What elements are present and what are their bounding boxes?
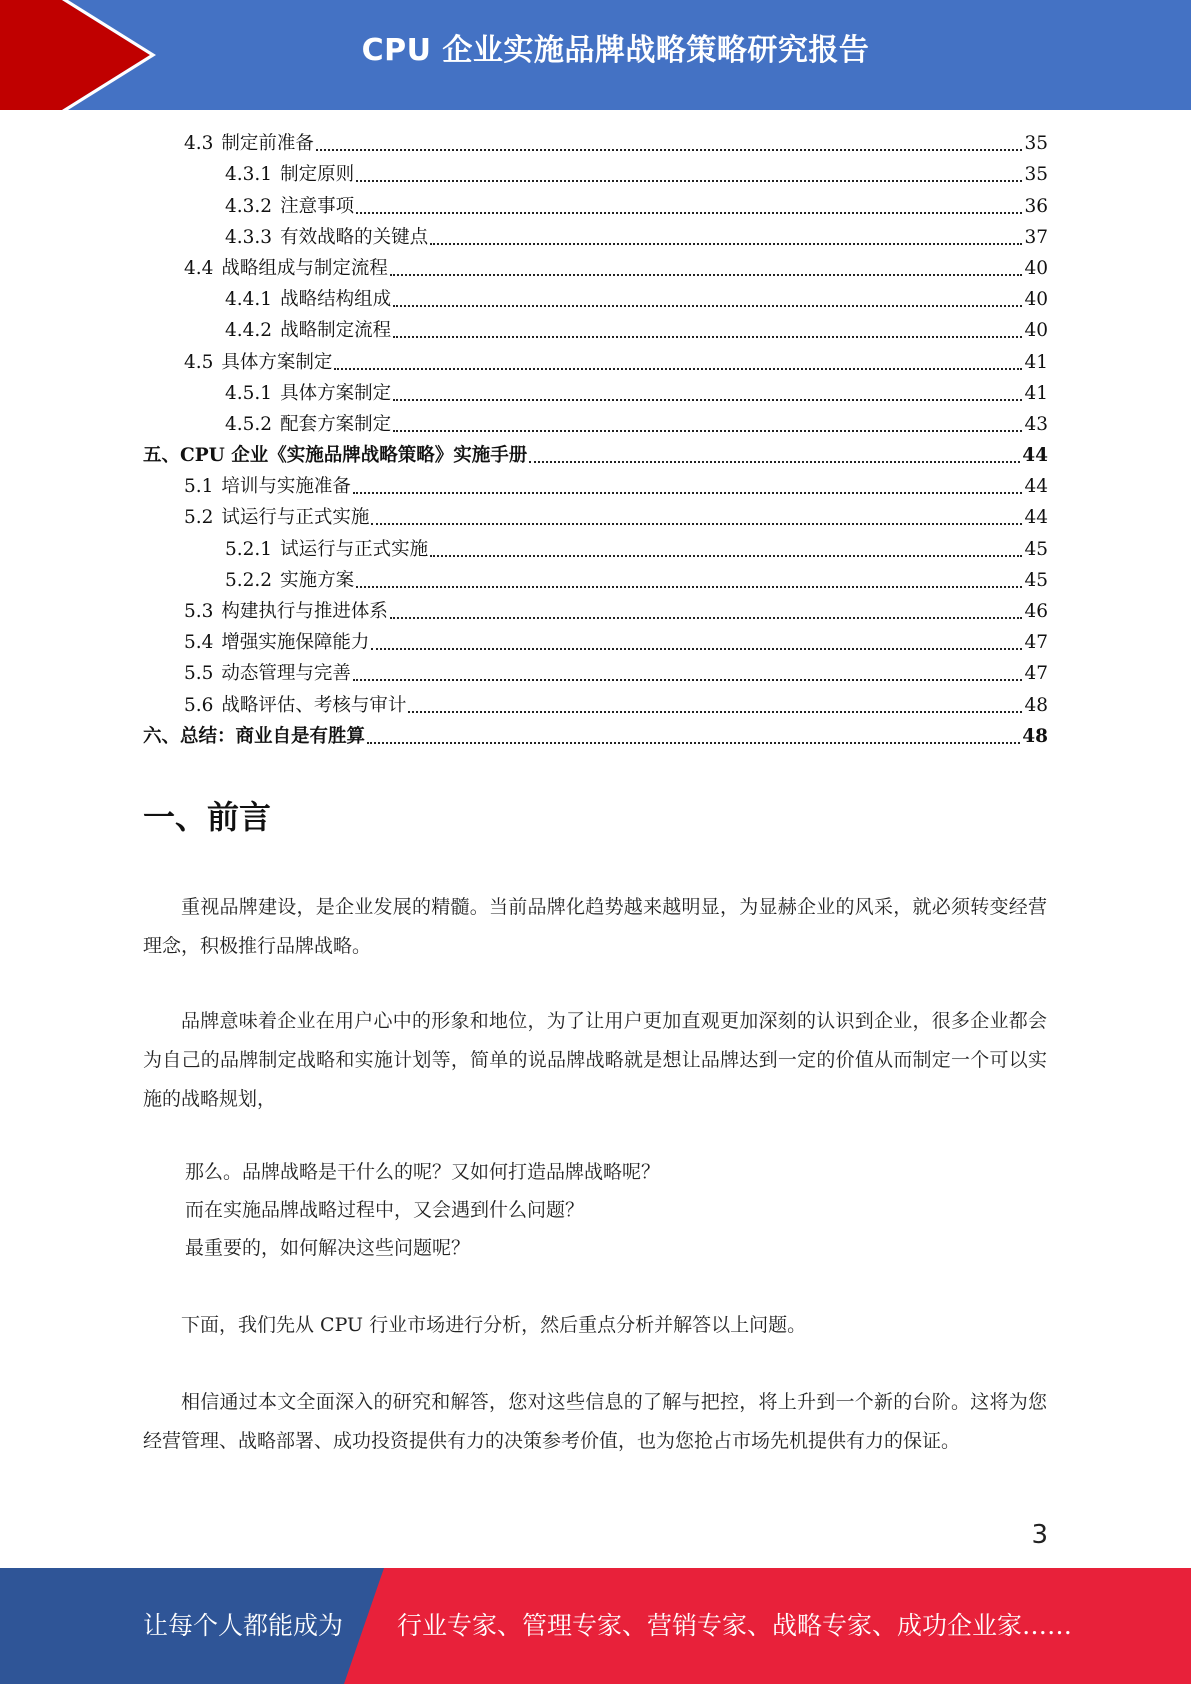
footer-slogan-right: 行业专家、管理专家、营销专家、战略专家、成功企业家…… [397,1611,1073,1640]
toc-entry-label: 动态管理与完善 [221,663,351,685]
toc-dot-leader [390,274,1023,276]
toc-entry-number: 5.3 [184,601,214,622]
toc-entry-label: 战略评估、考核与审计 [221,694,407,716]
toc-entry[interactable] [143,565,1048,596]
toc-entry-page: 45 [1024,569,1048,591]
page-footer [0,1568,1191,1684]
toc-entry-label: 有效战略的关键点 [280,226,429,248]
toc-entry[interactable] [143,533,1048,564]
toc-entry-number: 4.3.1 [225,164,273,186]
toc-entry-label: 试运行与正式实施 [280,538,429,560]
toc-entry-page: 35 [1024,164,1048,186]
toc-entry-number: 5.4 [184,632,214,654]
toc-entry-page: 43 [1024,413,1048,435]
toc-entry-label: 制定前准备 [221,133,314,155]
toc-entry[interactable] [143,627,1048,658]
toc-dot-leader [356,212,1022,214]
toc-entry[interactable] [143,128,1048,159]
toc-entry[interactable] [143,378,1048,409]
toc-entry-page: 45 [1024,538,1048,560]
toc-entry-number: 4.4.2 [225,320,273,342]
toc-dot-leader [430,555,1022,557]
page-header [0,0,1191,110]
toc-entry-number: 5.1 [184,476,214,498]
toc-entry-number: 5.2 [184,507,214,529]
toc-dot-leader [529,461,1020,463]
intro-paragraph-2: 品牌意味着企业在用户心中的形象和地位，为了让用户更加直观更加深刻的认识到企业，很多企业都会为自己的品牌制定战略和实施计划等，简单的说品牌战略就是想让品牌达到一定的价值从而制定一个可以实施的战略规划， [143,1010,1047,1110]
toc-entry[interactable] [143,253,1048,284]
toc-entry-label: 战略制定流程 [280,320,392,342]
toc-entry-label: 战略结构组成 [280,289,392,311]
toc-entry-number: 4.5.2 [225,413,273,435]
toc-entry-label: 实施方案 [280,569,355,591]
toc-entry[interactable] [143,658,1048,689]
question-line-3: 最重要的，如何解决这些问题呢？ [185,1237,471,1259]
toc-dot-leader [408,711,1022,713]
toc-entry[interactable] [143,440,1048,471]
toc-entry-label: 制定原则 [280,164,355,186]
toc-dot-leader [393,305,1022,307]
toc-entry-page: 36 [1024,195,1048,217]
toc-entry-number: 4.3.2 [225,195,273,217]
toc-entry[interactable] [143,689,1048,720]
toc-entry-label: 配套方案制定 [280,413,392,435]
toc-entry-page: 41 [1024,351,1048,373]
toc-entry[interactable] [143,409,1048,440]
toc-entry-number: 4.5 [184,351,214,373]
toc-entry-page: 40 [1024,289,1048,311]
toc-entry-number: 5.2.2 [225,569,273,591]
toc-dot-leader [356,586,1022,588]
toc-entry[interactable] [143,502,1048,533]
toc-entry-number: 5.6 [184,694,214,716]
toc-entry[interactable] [143,346,1048,377]
toc-entry-page: 44 [1022,445,1048,467]
toc-entry-label: 增强实施保障能力 [221,632,370,654]
question-line-1: 那么。品牌战略是干什么的呢？又如何打造品牌战略呢？ [185,1161,661,1183]
toc-entry[interactable] [143,190,1048,221]
toc-entry-number: 五、 [143,445,181,467]
toc-entry-number: 5.2.1 [225,538,273,560]
toc-entry[interactable] [143,159,1048,190]
toc-entry-page: 44 [1024,476,1048,498]
toc-entry-label: 具体方案制定 [221,351,333,373]
toc-entry-label: 注意事项 [280,195,355,217]
toc-entry-page: 35 [1024,133,1048,155]
toc-dot-leader [393,336,1022,338]
toc-entry[interactable] [143,222,1048,253]
toc-entry-page: 41 [1024,382,1048,404]
toc-dot-leader [371,523,1022,525]
toc-entry-number: 六、 [143,725,181,747]
toc-entry-number: 4.4.1 [225,289,273,311]
intro-paragraph-3: 下面，我们先从 CPU 行业市场进行分析，然后重点分析并解答以上问题。 [181,1314,807,1336]
toc-entry-label: 战略组成与制定流程 [221,257,388,279]
toc-dot-leader [353,492,1023,494]
toc-entry[interactable] [143,721,1048,752]
table-of-contents [143,128,1048,752]
toc-dot-leader [393,430,1022,432]
toc-entry-label: CPU 企业《实施品牌战略策略》实施手册 [180,445,528,467]
toc-entry-label: 总结：商业自是有胜算 [180,725,366,747]
toc-entry[interactable] [143,471,1048,502]
toc-entry-page: 46 [1024,601,1048,622]
toc-dot-leader [334,368,1022,370]
toc-dot-leader [356,180,1022,182]
footer-slogan-left: 让每个人都能成为 [143,1611,344,1640]
page-number: 3 [1031,1520,1048,1550]
toc-dot-leader [393,399,1022,401]
toc-entry-page: 40 [1024,257,1048,279]
toc-entry-number: 4.4 [184,257,214,279]
toc-entry-label: 具体方案制定 [280,382,392,404]
toc-entry[interactable] [143,284,1048,315]
intro-paragraph-1: 重视品牌建设，是企业发展的精髓。当前品牌化趋势越来越明显，为显赫企业的风采，就必须转变经营理念，积极推行品牌战略。 [143,896,1047,957]
toc-dot-leader [367,742,1020,744]
toc-entry-page: 40 [1024,320,1048,342]
toc-entry[interactable] [143,315,1048,346]
toc-entry[interactable] [143,596,1048,627]
toc-entry-page: 48 [1024,694,1048,716]
toc-entry-page: 47 [1024,663,1048,685]
intro-paragraph-4: 相信通过本文全面深入的研究和解答，您对这些信息的了解与把控，将上升到一个新的台阶。这将为您经营管理、战略部署、成功投资提供有力的决策参考价值，也为您抢占市场先机提供有力的保证。 [143,1391,1047,1452]
toc-dot-leader [430,243,1022,245]
section-title: 一、前言 [143,798,272,836]
toc-entry-number: 4.3 [184,133,214,155]
toc-entry-page: 48 [1022,725,1048,747]
toc-entry-page: 44 [1024,507,1048,529]
toc-dot-leader [316,149,1023,151]
toc-entry-label: 构建执行与推进体系 [221,601,388,622]
toc-entry-number: 4.3.3 [225,226,273,248]
toc-entry-page: 37 [1024,226,1048,248]
toc-entry-label: 试运行与正式实施 [221,507,370,529]
toc-dot-leader [353,679,1023,681]
report-title: CPU 企业实施品牌战略策略研究报告 [361,33,870,68]
toc-entry-number: 5.5 [184,663,214,685]
toc-entry-page: 47 [1024,632,1048,654]
toc-dot-leader [371,648,1022,650]
toc-dot-leader [390,617,1023,619]
question-line-2: 而在实施品牌战略过程中，又会遇到什么问题？ [185,1199,585,1221]
toc-entry-label: 培训与实施准备 [221,476,351,498]
toc-entry-number: 4.5.1 [225,382,273,404]
